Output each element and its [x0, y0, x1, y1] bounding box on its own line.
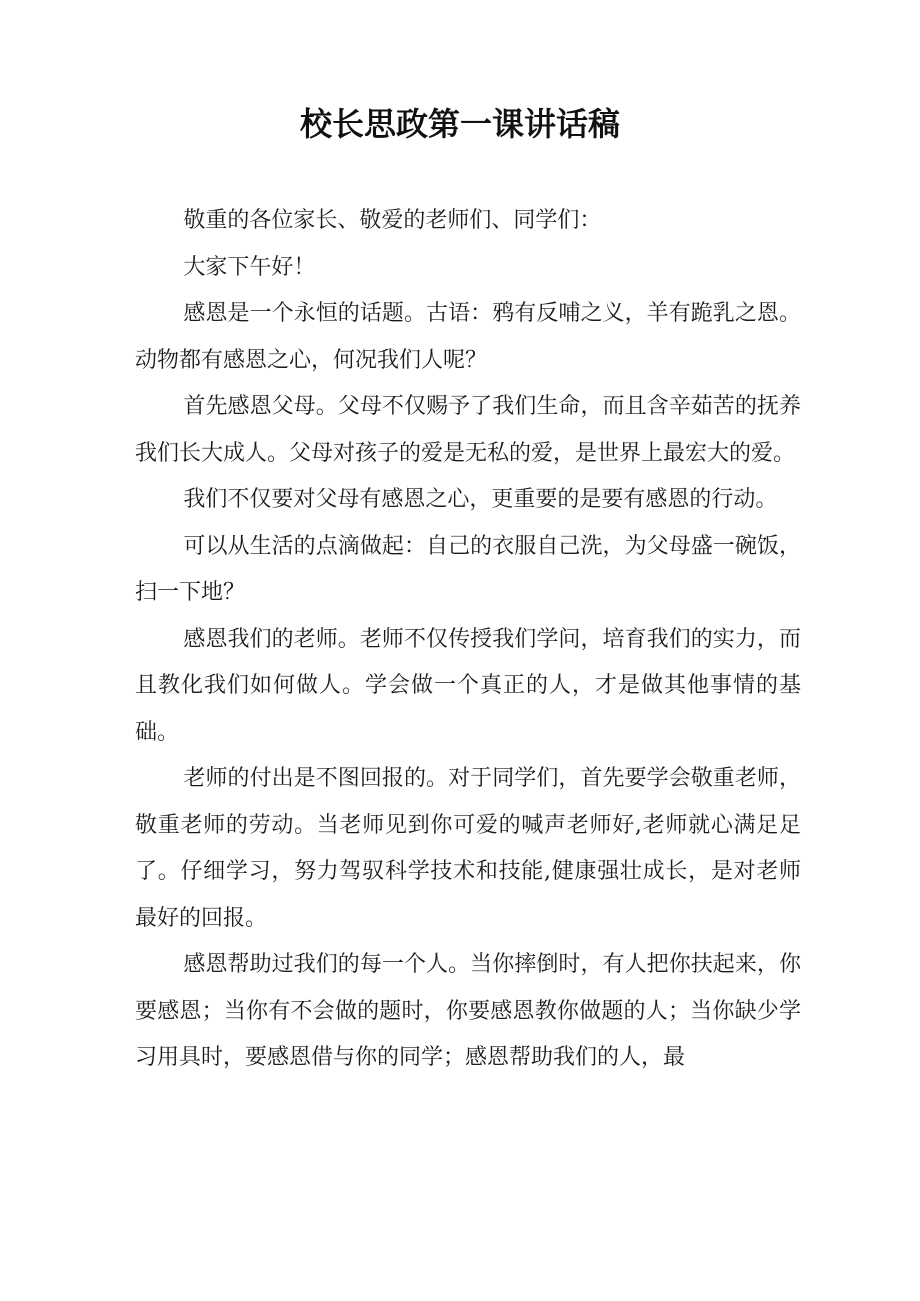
paragraph: 感恩是一个永恒的话题。古语：鸦有反哺之义，羊有跪乳之恩。动物都有感恩之心，何况我们人呢？ [135, 301, 801, 373]
paragraph: 首先感恩父母。父母不仅赐予了我们生命，而且含辛茹苦的抚养我们长大成人。父母对孩子的爱是无私的爱，是世界上最宏大的爱。 [135, 394, 801, 466]
paragraph: 老师的付出是不图回报的。对于同学们，首先要学会敬重老师，敬重老师的劳动。当老师见到你可爱的喊声老师好,老师就心满足足了。仔细学习，努力驾驭科学技术和技能,健康强壮成长，是对老师最好的回报。 [135, 766, 801, 931]
paragraph: 可以从生活的点滴做起：自己的衣服自己洗，为父母盛一碗饭，扫一下地？ [135, 533, 801, 605]
paragraph: 感恩我们的老师。老师不仅传授我们学问，培育我们的实力，而且教化我们如何做人。学会做一个真正的人，才是做其他事情的基础。 [135, 626, 801, 745]
document-title: 校长思政第一课讲话稿 [299, 105, 620, 143]
paragraph: 感恩帮助过我们的每一个人。当你摔倒时，有人把你扶起来，你要感恩；当你有不会做的题时，你要感恩教你做题的人；当你缺少学习用具时，要感恩借与你的同学；感恩帮助我们的人，最 [135, 952, 801, 1070]
document-body [135, 198, 801, 1082]
paragraph: 我们不仅要对父母有感恩之心，更重要的是要有感恩的行动。 [183, 487, 778, 512]
paragraph-salutation: 大家下午好！ [183, 254, 316, 280]
paragraph-greeting: 敬重的各位家长、敬爱的老师们、同学们： [183, 208, 602, 233]
